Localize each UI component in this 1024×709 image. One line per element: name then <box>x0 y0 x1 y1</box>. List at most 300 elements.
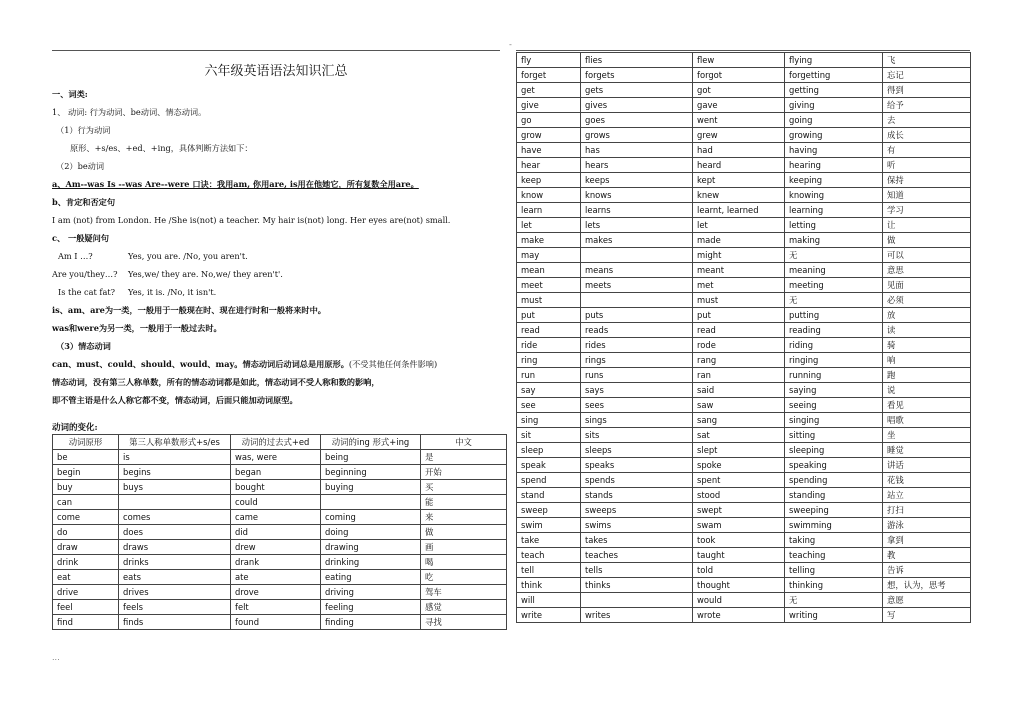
third-person-cell: does <box>119 525 231 540</box>
past-tense-cell: knew <box>693 188 785 203</box>
base-form-cell: speak <box>517 458 581 473</box>
table-row <box>53 555 507 570</box>
table-row <box>517 398 971 413</box>
base-form-cell: must <box>517 293 581 308</box>
base-form-cell: will <box>517 593 581 608</box>
chinese-cell: 响 <box>883 353 971 368</box>
base-form-cell: may <box>517 248 581 263</box>
base-form-cell: tell <box>517 563 581 578</box>
past-tense-cell: was, were <box>231 450 321 465</box>
table-row <box>53 600 507 615</box>
header-mark: - <box>509 40 512 49</box>
question-2: Are you/they…? <box>52 269 118 279</box>
chinese-cell: 打扫 <box>883 503 971 518</box>
table-row <box>53 615 507 630</box>
base-form-cell: give <box>517 98 581 113</box>
base-form-cell: read <box>517 323 581 338</box>
third-person-cell: draws <box>119 540 231 555</box>
base-form-cell: make <box>517 233 581 248</box>
chinese-cell: 能 <box>421 495 507 510</box>
base-form-cell: come <box>53 510 119 525</box>
base-form-cell: feel <box>53 600 119 615</box>
table-row <box>517 578 971 593</box>
base-form-cell: think <box>517 578 581 593</box>
ing-form-cell: singing <box>785 413 883 428</box>
base-form-cell: take <box>517 533 581 548</box>
ing-form-cell: driving <box>321 585 421 600</box>
question-example-1 <box>52 251 500 261</box>
base-form-cell: keep <box>517 173 581 188</box>
ing-form-cell: 无 <box>785 248 883 263</box>
base-form-cell: grow <box>517 128 581 143</box>
past-tense-cell: had <box>693 143 785 158</box>
be-examples: I am (not) from London. He /She is(not) a teacher. My hair is(not) long. Her eyes are(not) small. <box>52 215 451 225</box>
base-form-cell: draw <box>53 540 119 555</box>
third-person-cell: feels <box>119 600 231 615</box>
past-tense-cell: must <box>693 293 785 308</box>
base-form-cell: ring <box>517 353 581 368</box>
table-row <box>517 53 971 68</box>
past-tense-cell: learnt, learned <box>693 203 785 218</box>
modal-note-1: 情态动词，没有第三人称单数，所有的情态动词都是如此，情态动词不受人称和数的影响， <box>52 377 380 387</box>
base-form-cell: find <box>53 615 119 630</box>
chinese-cell: 驾车 <box>421 585 507 600</box>
third-person-cell: speaks <box>581 458 693 473</box>
table-row <box>53 570 507 585</box>
chinese-cell: 成长 <box>883 128 971 143</box>
base-form-cell: have <box>517 143 581 158</box>
ing-form-cell: taking <box>785 533 883 548</box>
modal-verb-heading: （3）情态动词 <box>56 341 111 351</box>
chinese-cell: 跑 <box>883 368 971 383</box>
chinese-cell: 拿到 <box>883 533 971 548</box>
past-tense-cell: could <box>231 495 321 510</box>
past-tense-cell: swam <box>693 518 785 533</box>
chinese-cell: 学习 <box>883 203 971 218</box>
base-form-cell: write <box>517 608 581 623</box>
third-person-cell: drinks <box>119 555 231 570</box>
past-tense-cell: said <box>693 383 785 398</box>
ing-form-cell: running <box>785 368 883 383</box>
third-person-cell: says <box>581 383 693 398</box>
third-person-cell: eats <box>119 570 231 585</box>
past-tense-cell: drew <box>231 540 321 555</box>
affirmative-negative-heading: b、肯定和否定句 <box>52 197 116 207</box>
ing-form-cell: being <box>321 450 421 465</box>
ing-form-cell: going <box>785 113 883 128</box>
ing-form-cell: meeting <box>785 278 883 293</box>
question-example-3 <box>52 287 500 297</box>
table-row <box>517 548 971 563</box>
ing-form-cell: having <box>785 143 883 158</box>
table-row <box>517 68 971 83</box>
table-row <box>517 203 971 218</box>
chinese-cell: 教 <box>883 548 971 563</box>
chinese-cell: 让 <box>883 218 971 233</box>
table-row <box>517 173 971 188</box>
third-person-cell: has <box>581 143 693 158</box>
past-tense-cell: put <box>693 308 785 323</box>
ing-form-cell: speaking <box>785 458 883 473</box>
chinese-cell: 见面 <box>883 278 971 293</box>
table-row <box>517 278 971 293</box>
ing-form-cell: standing <box>785 488 883 503</box>
header-third-person: 第三人称单数形式+s/es <box>119 435 231 450</box>
base-form-cell: put <box>517 308 581 323</box>
table-row <box>517 458 971 473</box>
table-row <box>517 593 971 608</box>
past-tense-cell: drove <box>231 585 321 600</box>
base-form-cell: hear <box>517 158 581 173</box>
past-tense-cell: came <box>231 510 321 525</box>
base-form-cell: stand <box>517 488 581 503</box>
chinese-cell: 来 <box>421 510 507 525</box>
past-tense-cell: slept <box>693 443 785 458</box>
chinese-cell: 有 <box>883 143 971 158</box>
question-1: Am I …? <box>58 251 93 261</box>
action-verb-heading: （1）行为动词 <box>56 125 111 135</box>
base-form-cell: let <box>517 218 581 233</box>
past-tense-cell: saw <box>693 398 785 413</box>
left-column <box>52 52 500 630</box>
past-tense-cell: spoke <box>693 458 785 473</box>
ing-form-cell: ringing <box>785 353 883 368</box>
past-tense-cell: heard <box>693 158 785 173</box>
base-form-cell: learn <box>517 203 581 218</box>
ing-form-cell: finding <box>321 615 421 630</box>
table-row <box>517 293 971 308</box>
table-row <box>517 428 971 443</box>
third-person-cell: sweeps <box>581 503 693 518</box>
chinese-cell: 写 <box>883 608 971 623</box>
third-person-cell: sleeps <box>581 443 693 458</box>
base-form-cell: forget <box>517 68 581 83</box>
past-tense-cell: found <box>231 615 321 630</box>
third-person-cell: teaches <box>581 548 693 563</box>
past-tense-cell: met <box>693 278 785 293</box>
table-title: 动词的变化: <box>52 423 98 433</box>
answer-1: Yes, you are. /No, you aren't. <box>128 251 248 261</box>
ing-form-cell: riding <box>785 338 883 353</box>
past-tense-cell: sang <box>693 413 785 428</box>
third-person-cell: means <box>581 263 693 278</box>
table-row <box>517 488 971 503</box>
chinese-cell: 读 <box>883 323 971 338</box>
third-person-cell: thinks <box>581 578 693 593</box>
past-tense-cell: bought <box>231 480 321 495</box>
chinese-cell: 骑 <box>883 338 971 353</box>
table-row <box>517 143 971 158</box>
chinese-cell: 做 <box>421 525 507 540</box>
base-form-cell: eat <box>53 570 119 585</box>
base-form-cell: can <box>53 495 119 510</box>
table-row <box>517 323 971 338</box>
table-row <box>517 608 971 623</box>
third-person-cell: runs <box>581 368 693 383</box>
modal-verb-list: can、must、could、should、would、may。情态动词后动词总是用原形。 <box>52 359 349 369</box>
third-person-cell: sits <box>581 428 693 443</box>
third-person-cell: rings <box>581 353 693 368</box>
chinese-cell: 喝 <box>421 555 507 570</box>
ing-form-cell: thinking <box>785 578 883 593</box>
chinese-cell: 寻找 <box>421 615 507 630</box>
third-person-cell: spends <box>581 473 693 488</box>
chinese-cell: 忘记 <box>883 68 971 83</box>
chinese-cell: 是 <box>421 450 507 465</box>
page-title: 六年级英语语法知识汇总 <box>204 64 348 79</box>
table-row <box>517 263 971 278</box>
third-person-cell: takes <box>581 533 693 548</box>
third-person-cell: flies <box>581 53 693 68</box>
table-row <box>53 585 507 600</box>
table-row <box>517 188 971 203</box>
past-tense-cell: sat <box>693 428 785 443</box>
past-tense-cell: rang <box>693 353 785 368</box>
ing-form-cell <box>321 495 421 510</box>
ing-form-cell: telling <box>785 563 883 578</box>
section-heading: 一、词类: <box>52 89 88 99</box>
header-ing-form: 动词的ing 形式+ing <box>321 435 421 450</box>
chinese-cell: 想，认为，思考 <box>883 578 971 593</box>
ing-form-cell: giving <box>785 98 883 113</box>
table-row <box>517 353 971 368</box>
chinese-cell: 看见 <box>883 398 971 413</box>
third-person-cell: puts <box>581 308 693 323</box>
tense-note-2: was和were为另一类，一般用于一般过去时。 <box>52 323 222 333</box>
table-row <box>517 533 971 548</box>
ing-form-cell: drawing <box>321 540 421 555</box>
ing-form-cell: knowing <box>785 188 883 203</box>
table-row <box>53 465 507 480</box>
third-person-cell: is <box>119 450 231 465</box>
ing-form-cell: learning <box>785 203 883 218</box>
table-row <box>517 218 971 233</box>
question-example-2 <box>52 269 500 279</box>
answer-2: Yes,we/ they are. No,we/ they aren't'. <box>128 269 283 279</box>
past-tense-cell: ran <box>693 368 785 383</box>
table-row <box>517 128 971 143</box>
third-person-cell: writes <box>581 608 693 623</box>
past-tense-cell: spent <box>693 473 785 488</box>
third-person-cell <box>581 293 693 308</box>
be-verb-rhyme: a、Am--was Is --was Are--were 口诀：我用am, 你用are, is用在他她它，所有复数全用are。 <box>52 179 419 189</box>
chinese-cell: 讲话 <box>883 458 971 473</box>
base-form-cell: sit <box>517 428 581 443</box>
third-person-cell: learns <box>581 203 693 218</box>
ing-form-cell: reading <box>785 323 883 338</box>
ing-form-cell: teaching <box>785 548 883 563</box>
table-row <box>517 113 971 128</box>
ing-form-cell: writing <box>785 608 883 623</box>
chinese-cell: 听 <box>883 158 971 173</box>
base-form-cell: go <box>517 113 581 128</box>
ing-form-cell: beginning <box>321 465 421 480</box>
ing-form-cell: forgetting <box>785 68 883 83</box>
table-row <box>517 563 971 578</box>
base-form-cell: say <box>517 383 581 398</box>
past-tense-cell: read <box>693 323 785 338</box>
top-rule-left <box>52 50 500 51</box>
chinese-cell: 给予 <box>883 98 971 113</box>
third-person-cell: lets <box>581 218 693 233</box>
ing-form-cell: 无 <box>785 593 883 608</box>
table-row <box>517 158 971 173</box>
table-row <box>517 473 971 488</box>
ing-form-cell: meaning <box>785 263 883 278</box>
ing-form-cell: doing <box>321 525 421 540</box>
third-person-cell: sees <box>581 398 693 413</box>
base-form-cell: buy <box>53 480 119 495</box>
past-tense-cell: stood <box>693 488 785 503</box>
past-tense-cell: taught <box>693 548 785 563</box>
ing-form-cell: swimming <box>785 518 883 533</box>
base-form-cell: drive <box>53 585 119 600</box>
table-row <box>517 98 971 113</box>
third-person-cell: swims <box>581 518 693 533</box>
past-tense-cell: grew <box>693 128 785 143</box>
past-tense-cell: let <box>693 218 785 233</box>
ing-form-cell: drinking <box>321 555 421 570</box>
ing-form-cell: coming <box>321 510 421 525</box>
tense-note-1: is、am、are为一类，一般用于一般现在时、现在进行时和一般将来时中。 <box>52 305 326 315</box>
third-person-cell: reads <box>581 323 693 338</box>
chinese-cell: 可以 <box>883 248 971 263</box>
past-tense-cell: meant <box>693 263 785 278</box>
ing-form-cell: sleeping <box>785 443 883 458</box>
ing-form-cell: keeping <box>785 173 883 188</box>
ing-form-cell: eating <box>321 570 421 585</box>
chinese-cell: 坐 <box>883 428 971 443</box>
table-row <box>517 383 971 398</box>
modal-verb-remark: (不受其他任何条件影响) <box>348 359 438 369</box>
ing-form-cell: feeling <box>321 600 421 615</box>
table-row <box>517 308 971 323</box>
ing-form-cell: buying <box>321 480 421 495</box>
header-base-form: 动词原形 <box>53 435 119 450</box>
chinese-cell: 知道 <box>883 188 971 203</box>
past-tense-cell: gave <box>693 98 785 113</box>
chinese-cell: 告诉 <box>883 563 971 578</box>
question-3: Is the cat fat? <box>58 287 116 297</box>
ing-form-cell: letting <box>785 218 883 233</box>
base-form-cell: know <box>517 188 581 203</box>
table-row <box>517 83 971 98</box>
third-person-cell: sings <box>581 413 693 428</box>
past-tense-cell: thought <box>693 578 785 593</box>
past-tense-cell: swept <box>693 503 785 518</box>
answer-3: Yes, it is. /No, it isn't. <box>128 287 217 297</box>
chinese-cell: 保持 <box>883 173 971 188</box>
chinese-cell: 站立 <box>883 488 971 503</box>
ing-form-cell: flying <box>785 53 883 68</box>
table-row <box>517 338 971 353</box>
table-row <box>517 368 971 383</box>
past-tense-cell: kept <box>693 173 785 188</box>
past-tense-cell: drank <box>231 555 321 570</box>
base-form-cell: begin <box>53 465 119 480</box>
third-person-cell: comes <box>119 510 231 525</box>
ing-form-cell: growing <box>785 128 883 143</box>
ing-form-cell: getting <box>785 83 883 98</box>
base-form-cell: see <box>517 398 581 413</box>
base-form-cell: ride <box>517 338 581 353</box>
base-form-cell: do <box>53 525 119 540</box>
past-tense-cell: went <box>693 113 785 128</box>
ing-form-cell: hearing <box>785 158 883 173</box>
verb-forms-line: 原形、+s/es、+ed、+ing，具体判断方法如下： <box>70 143 253 153</box>
third-person-cell: stands <box>581 488 693 503</box>
chinese-cell: 去 <box>883 113 971 128</box>
modal-note-2: 即不管主语是什么人称它都不变，情态动词，后面只能加动词原型。 <box>52 395 298 405</box>
chinese-cell: 开始 <box>421 465 507 480</box>
table-row <box>517 503 971 518</box>
base-form-cell: run <box>517 368 581 383</box>
chinese-cell: 得到 <box>883 83 971 98</box>
verb-table-right <box>516 52 971 623</box>
chinese-cell: 做 <box>883 233 971 248</box>
third-person-cell: makes <box>581 233 693 248</box>
past-tense-cell: felt <box>231 600 321 615</box>
past-tense-cell: took <box>693 533 785 548</box>
verb-types-line: 1、 动词: 行为动词、be动词、情态动词。 <box>52 107 207 117</box>
chinese-cell: 唱歌 <box>883 413 971 428</box>
ing-form-cell: 无 <box>785 293 883 308</box>
chinese-cell: 睡觉 <box>883 443 971 458</box>
table-row <box>53 510 507 525</box>
third-person-cell: hears <box>581 158 693 173</box>
table-row <box>53 495 507 510</box>
past-tense-cell: flew <box>693 53 785 68</box>
base-form-cell: sleep <box>517 443 581 458</box>
past-tense-cell: got <box>693 83 785 98</box>
third-person-cell: keeps <box>581 173 693 188</box>
ing-form-cell: saying <box>785 383 883 398</box>
base-form-cell: mean <box>517 263 581 278</box>
ing-form-cell: sitting <box>785 428 883 443</box>
footer-mark: ... <box>52 653 60 662</box>
base-form-cell: sing <box>517 413 581 428</box>
base-form-cell: fly <box>517 53 581 68</box>
past-tense-cell: made <box>693 233 785 248</box>
base-form-cell: meet <box>517 278 581 293</box>
table-row <box>517 233 971 248</box>
table-row <box>53 480 507 495</box>
question-heading: c、 一般疑问句 <box>52 233 109 243</box>
table-row <box>517 518 971 533</box>
header-chinese: 中文 <box>421 435 507 450</box>
ing-form-cell: sweeping <box>785 503 883 518</box>
modal-verb-rule <box>52 359 500 369</box>
third-person-cell: forgets <box>581 68 693 83</box>
base-form-cell: get <box>517 83 581 98</box>
header-past-tense: 动词的过去式+ed <box>231 435 321 450</box>
past-tense-cell: began <box>231 465 321 480</box>
third-person-cell: drives <box>119 585 231 600</box>
third-person-cell: meets <box>581 278 693 293</box>
third-person-cell: goes <box>581 113 693 128</box>
third-person-cell: gets <box>581 83 693 98</box>
ing-form-cell: seeing <box>785 398 883 413</box>
base-form-cell: spend <box>517 473 581 488</box>
past-tense-cell: forgot <box>693 68 785 83</box>
third-person-cell: tells <box>581 563 693 578</box>
table-row <box>517 443 971 458</box>
past-tense-cell: would <box>693 593 785 608</box>
base-form-cell: sweep <box>517 503 581 518</box>
top-rule-right <box>516 50 970 51</box>
third-person-cell <box>119 495 231 510</box>
table-row <box>53 450 507 465</box>
